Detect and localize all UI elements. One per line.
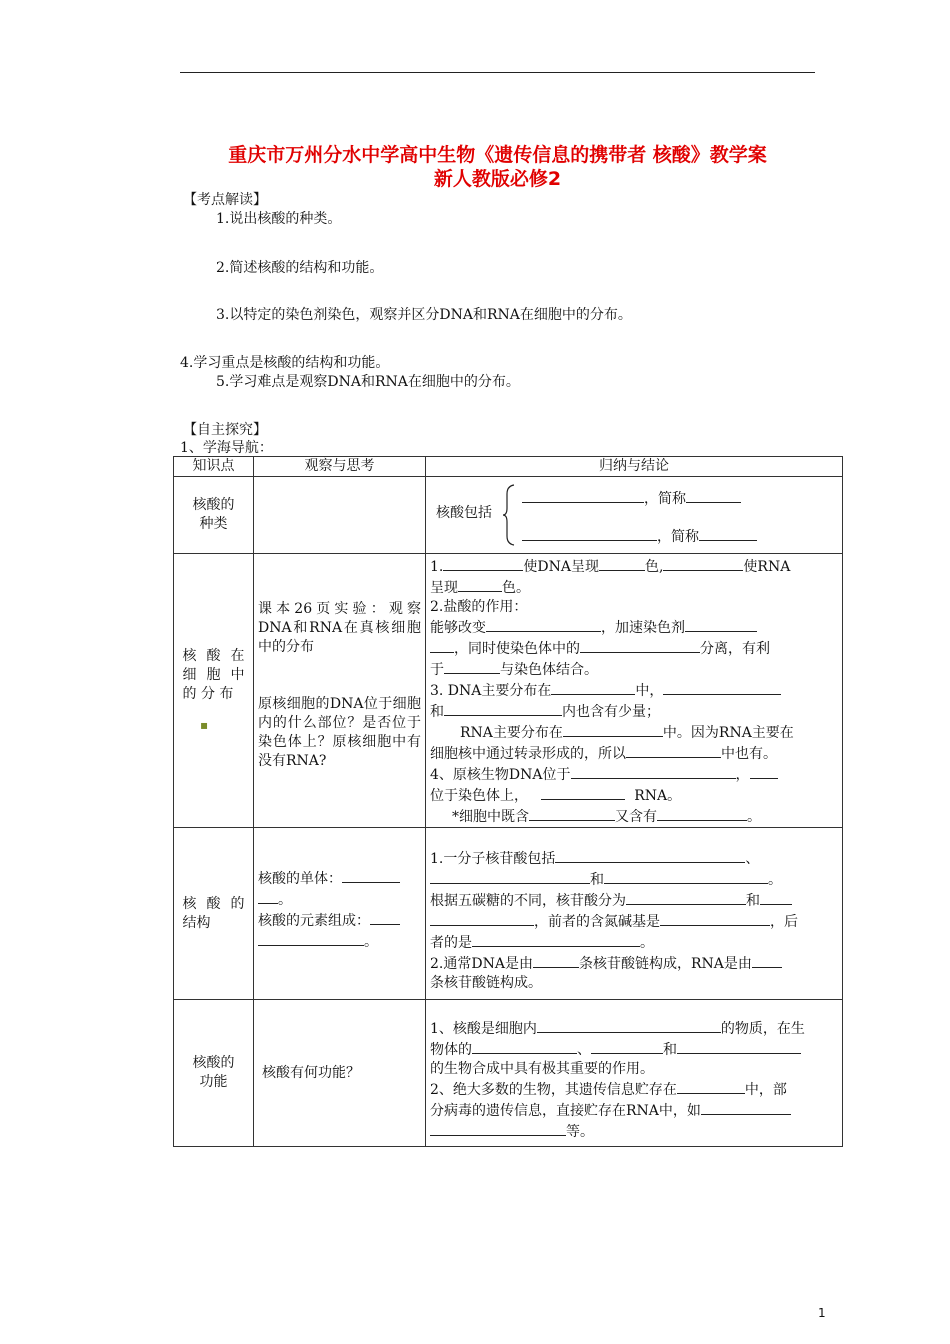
kaodian-heading: 【考点解读】: [183, 192, 267, 208]
table-row: [174, 1000, 843, 1147]
types-line-2: ，简称: [522, 526, 757, 547]
table-row: [174, 554, 843, 828]
types-prefix: 核酸包括: [436, 505, 492, 521]
kp-distribution: 核 酸 在 细 胞 中 的 分 布 ▪: [174, 554, 254, 828]
header-knowledge: 知识点: [174, 457, 254, 477]
distribution-conclusion: 1. 使DNA呈现 色, 使RNA 呈现 色。 2.盐酸的作用： 能够改变 ，加速染色剂 ，同时使染色体中的 分离，有利 于 与染色体结合。 3. DNA主要分布在 中， 和 内也含有少量； RNA主要分布在 中。因为RNA主要在 细胞核中通过转录形成的，所以 中也有。 4、原核生物DNA位于 ， 位于染色体上， RNA。 *细胞中既含 又含有 。: [426, 554, 843, 828]
structure-conclusion: 1.一分子核苷酸包括 、 和 。 根据五碳糖的不同，核苷酸分为 和 ，前者的含氮碱基是 ，后 者的是 。 2.通常DNA是由 条核苷酸链构成，RNA是由 条核苷酸链构成。: [426, 828, 843, 1000]
types-cell: [426, 477, 843, 554]
distribution-obs: 课本26页实验：观察DNA和RNA在真核细胞中的分布 原核细胞的DNA位于细胞内的什么部位？是否位于染色体上？原核细胞中有没有RNA?: [254, 554, 426, 828]
page-number: 1: [818, 1306, 826, 1320]
kaodian-item-5: 5.学习难点是观察DNA和RNA在细胞中的分布。: [216, 374, 520, 390]
doc-title-line2: 新人教版必修2: [433, 168, 562, 190]
kaodian-item-3: 3.以特定的染色剂染色，观察并区分DNA和RNA在细胞中的分布。: [216, 307, 632, 323]
brace-icon: [502, 484, 516, 546]
table-row: [174, 828, 843, 1000]
header-conclusion: 归纳与结论: [426, 457, 843, 477]
kp-structure: 核 酸 的 结构: [174, 828, 254, 1000]
function-conclusion: 1、核酸是细胞内 的物质，在生 物体的 、 和 的生物合成中具有极其重要的作用。 2、绝大多数的生物，其遗传信息贮存在 中，部 分病毒的遗传信息，直接贮存在RNA中，如 等。: [426, 1000, 843, 1147]
header-rule: [180, 72, 815, 73]
zizhu-sub: 1、学海导航：: [180, 440, 273, 456]
zizhu-heading: 【自主探究】: [183, 422, 267, 438]
kaodian-item-1: 1.说出核酸的种类。: [216, 211, 342, 227]
study-table: [173, 456, 843, 1147]
kp-function: 核酸的功能: [174, 1000, 254, 1147]
kaodian-item-2: 2.简述核酸的结构和功能。: [216, 260, 384, 276]
structure-obs: 核酸的单体： 。 核酸的元素组成： 。: [254, 828, 426, 1000]
table-header-row: [174, 457, 843, 477]
table-row: [174, 477, 843, 554]
function-obs: 核酸有何功能？: [254, 1000, 426, 1147]
header-observe: 观察与思考: [254, 457, 426, 477]
kaodian-item-4: 4.学习重点是核酸的结构和功能。: [180, 355, 390, 371]
types-line-1: ，简称: [522, 488, 741, 509]
doc-title-line1: 重庆市万州分水中学高中生物《遗传信息的携带者 核酸》教学案: [228, 144, 767, 166]
kp-types: 核酸的种类: [174, 477, 254, 554]
